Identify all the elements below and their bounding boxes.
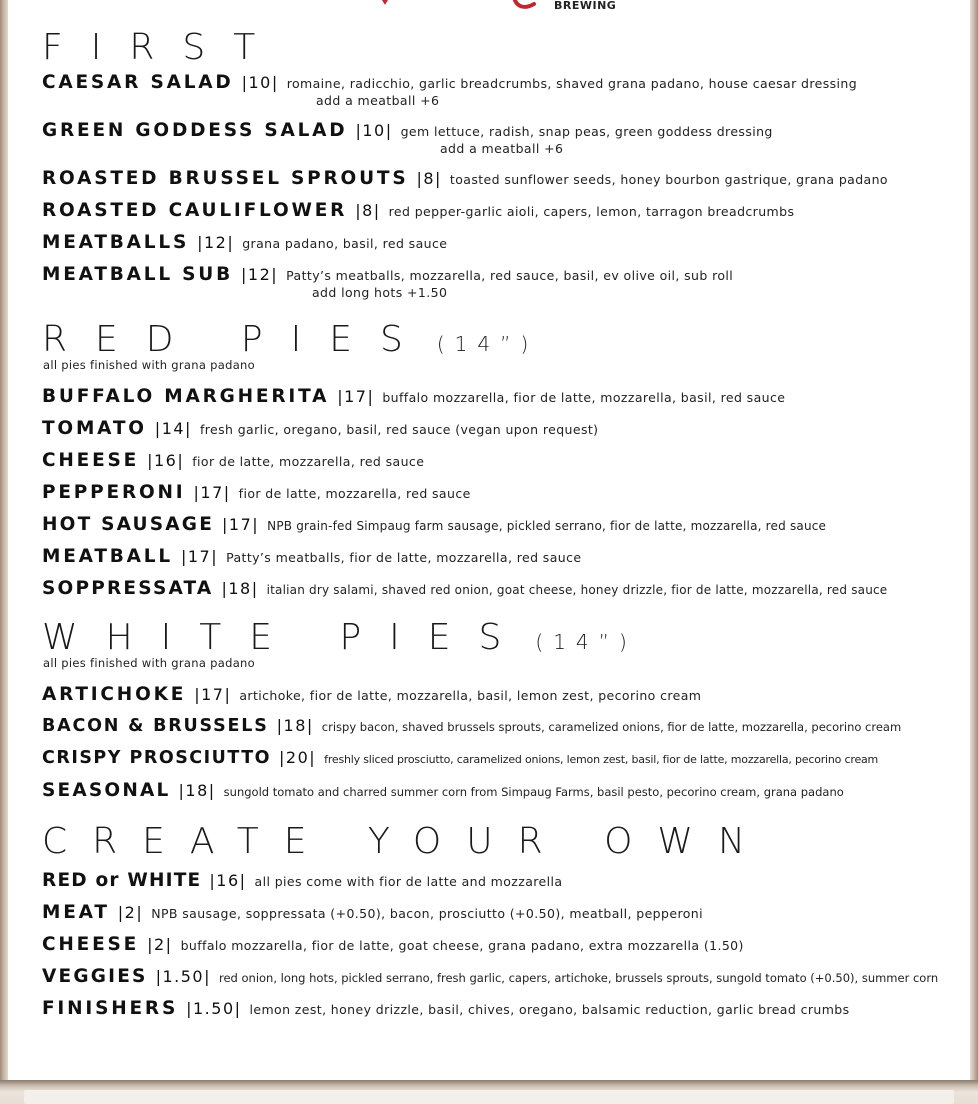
menu-item-roasted-cauliflower xyxy=(42,202,794,221)
menu-item-green-goddess-salad xyxy=(42,122,773,141)
item-description: lemon zest, honey drizzle, basil, chives, oregano, balsamic reduction, garlic bread crumbs xyxy=(249,1002,850,1017)
item-description: red pepper-garlic aioli, capers, lemon, tarragon breadcrumbs xyxy=(388,204,795,219)
item-description: fior de latte, mozzarella, red sauce xyxy=(192,454,425,469)
item-price: |14| xyxy=(154,419,192,438)
item-description: buffalo mozzarella, fior de latte, mozzarella, basil, red sauce xyxy=(382,390,786,405)
menu-item-caesar-salad xyxy=(42,74,857,93)
item-price: |10| xyxy=(355,121,393,140)
item-name: MEATBALLS xyxy=(42,232,190,253)
item-name: PEPPERONI xyxy=(42,482,186,503)
item-description: crispy bacon, shaved brussels sprouts, caramelized onions, fior de latte, mozzarella, pecorino cream xyxy=(321,720,902,734)
menu-item-meatball xyxy=(42,548,581,567)
section-size-suffix: (14”) xyxy=(436,332,539,356)
brewery-logo-icon xyxy=(510,0,546,16)
item-price: |17| xyxy=(194,685,232,704)
item-name: TOMATO xyxy=(42,418,147,439)
menu-item-artichoke xyxy=(42,686,701,705)
menu-item-meat xyxy=(42,904,703,923)
item-description: red onion, long hots, pickled serrano, fresh garlic, capers, artichoke, brussels sprouts, sungold tomato (+0.50), summer corn xyxy=(218,971,939,985)
menu-item-red-or-white xyxy=(42,872,562,891)
section-title: FIRST xyxy=(42,27,284,68)
item-description: NPB grain-fed Simpaug farm sausage, pickled serrano, fior de latte, mozzarella, red sauce xyxy=(267,519,827,533)
item-price: |1.50| xyxy=(186,999,242,1018)
logo-fragment-icon xyxy=(378,0,392,6)
item-description: Patty’s meatballs, mozzarella, red sauce, basil, ev olive oil, sub roll xyxy=(286,268,734,283)
menu-item-tomato xyxy=(42,420,598,439)
item-name: MEATBALL SUB xyxy=(42,264,234,285)
item-price: |8| xyxy=(416,169,442,188)
item-price: |8| xyxy=(355,201,381,220)
item-addon: add long hots +1.50 xyxy=(312,285,448,300)
item-name: BACON & BRUSSELS xyxy=(42,716,269,736)
item-name: MEAT xyxy=(42,902,110,923)
item-name: ARTICHOKE xyxy=(42,684,187,705)
item-name: SOPPRESSATA xyxy=(42,578,214,599)
menu-item-meatballs xyxy=(42,234,447,253)
item-name: CHEESE xyxy=(42,450,140,471)
item-name: ROASTED BRUSSEL SPROUTS xyxy=(42,168,409,189)
section-heading-first xyxy=(42,27,284,68)
item-description: fior de latte, mozzarella, red sauce xyxy=(238,486,471,501)
menu-item-cheese xyxy=(42,452,424,471)
item-price: |20| xyxy=(279,748,317,767)
item-description: sungold tomato and charred summer corn from Simpaug Farms, basil pesto, pecorino cream, grana padano xyxy=(223,785,844,799)
item-name: CAESAR SALAD xyxy=(42,72,234,93)
item-name: RED or WHITE xyxy=(42,870,202,891)
item-description: freshly sliced prosciutto, caramelized onions, lemon zest, basil, fior de latte, mozzarella, pecorino cream xyxy=(324,753,879,766)
item-name: BUFFALO MARGHERITA xyxy=(42,386,330,407)
item-name: ROASTED CAULIFLOWER xyxy=(42,200,348,221)
item-name: SEASONAL xyxy=(42,780,171,801)
item-description: artichoke, fior de latte, mozzarella, basil, lemon zest, pecorino cream xyxy=(239,688,702,703)
menu-item-soppressata xyxy=(42,580,887,599)
item-price: |18| xyxy=(178,781,216,800)
menu-item-seasonal xyxy=(42,782,844,801)
item-price: |16| xyxy=(147,451,185,470)
section-heading-create-your-own xyxy=(42,821,770,862)
menu-item-hot-sausage xyxy=(42,516,826,535)
item-name: MEATBALL xyxy=(42,546,173,567)
item-price: |12| xyxy=(241,265,279,284)
item-description: buffalo mozzarella, fior de latte, goat cheese, grana padano, extra mozzarella (1.50) xyxy=(180,938,744,953)
menu-item-crispy-prosciutto xyxy=(42,750,878,768)
section-heading-red-pies xyxy=(42,319,539,360)
item-price: |16| xyxy=(209,871,247,890)
item-name: GREEN GODDESS SALAD xyxy=(42,120,348,141)
section-title: WHITE PIES xyxy=(42,617,530,658)
item-description: NPB sausage, soppressata (+0.50), bacon, prosciutto (+0.50), meatball, pepperoni xyxy=(151,906,703,921)
section-note: all pies finished with grana padano xyxy=(43,358,255,372)
item-price: |17| xyxy=(222,515,260,534)
item-name: FINISHERS xyxy=(42,998,179,1019)
item-description: toasted sunflower seeds, honey bourbon gastrique, grana padano xyxy=(449,172,888,187)
item-price: |12| xyxy=(197,233,235,252)
section-note: all pies finished with grana padano xyxy=(43,656,255,670)
item-price: |2| xyxy=(117,903,144,922)
section-title: CREATE YOUR OWN xyxy=(42,821,770,862)
item-description: italian dry salami, shaved red onion, goat cheese, honey drizzle, fior de latte, mozzarella, red sauce xyxy=(266,583,888,597)
section-title: RED PIES xyxy=(42,319,431,360)
item-price: |17| xyxy=(180,547,219,566)
menu-item-veggies xyxy=(42,968,938,987)
brand-wordmark: BREWING xyxy=(554,0,617,12)
section-size-suffix: (14”) xyxy=(535,630,637,654)
menu-item-meatball-sub xyxy=(42,266,733,285)
item-addon: add a meatball +6 xyxy=(316,93,440,108)
item-name: CRISPY PROSCIUTTO xyxy=(42,748,272,768)
next-page-edge xyxy=(24,1090,954,1104)
item-price: |18| xyxy=(276,716,314,735)
item-price: |2| xyxy=(147,935,173,954)
item-price: |18| xyxy=(221,579,259,598)
section-heading-white-pies xyxy=(42,617,637,658)
item-description: all pies come with fior de latte and mozzarella xyxy=(254,874,563,889)
item-price: |1.50| xyxy=(155,967,211,986)
item-price: |17| xyxy=(193,483,231,502)
item-name: VEGGIES xyxy=(42,966,148,987)
item-description: fresh garlic, oregano, basil, red sauce (vegan upon request) xyxy=(199,422,599,437)
menu-item-bacon-brussels xyxy=(42,718,901,736)
item-name: HOT SAUSAGE xyxy=(42,514,215,535)
page-bottom-edge xyxy=(0,1080,978,1104)
item-description: Patty’s meatballs, fior de latte, mozzarella, red sauce xyxy=(226,550,582,565)
item-addon: add a meatball +6 xyxy=(440,141,564,156)
menu-item-cheese-addon xyxy=(42,936,744,955)
item-name: CHEESE xyxy=(42,934,140,955)
menu-item-buffalo-margherita xyxy=(42,388,785,407)
menu-item-roasted-brussel-sprouts xyxy=(42,170,888,189)
item-description: grana padano, basil, red sauce xyxy=(242,236,448,251)
item-price: |10| xyxy=(241,73,279,92)
menu-item-finishers xyxy=(42,1000,850,1019)
item-price: |17| xyxy=(337,387,375,406)
menu-item-pepperoni xyxy=(42,484,471,503)
item-description: gem lettuce, radish, snap peas, green goddess dressing xyxy=(400,124,773,139)
item-description: romaine, radicchio, garlic breadcrumbs, shaved grana padano, house caesar dressing xyxy=(286,76,858,91)
